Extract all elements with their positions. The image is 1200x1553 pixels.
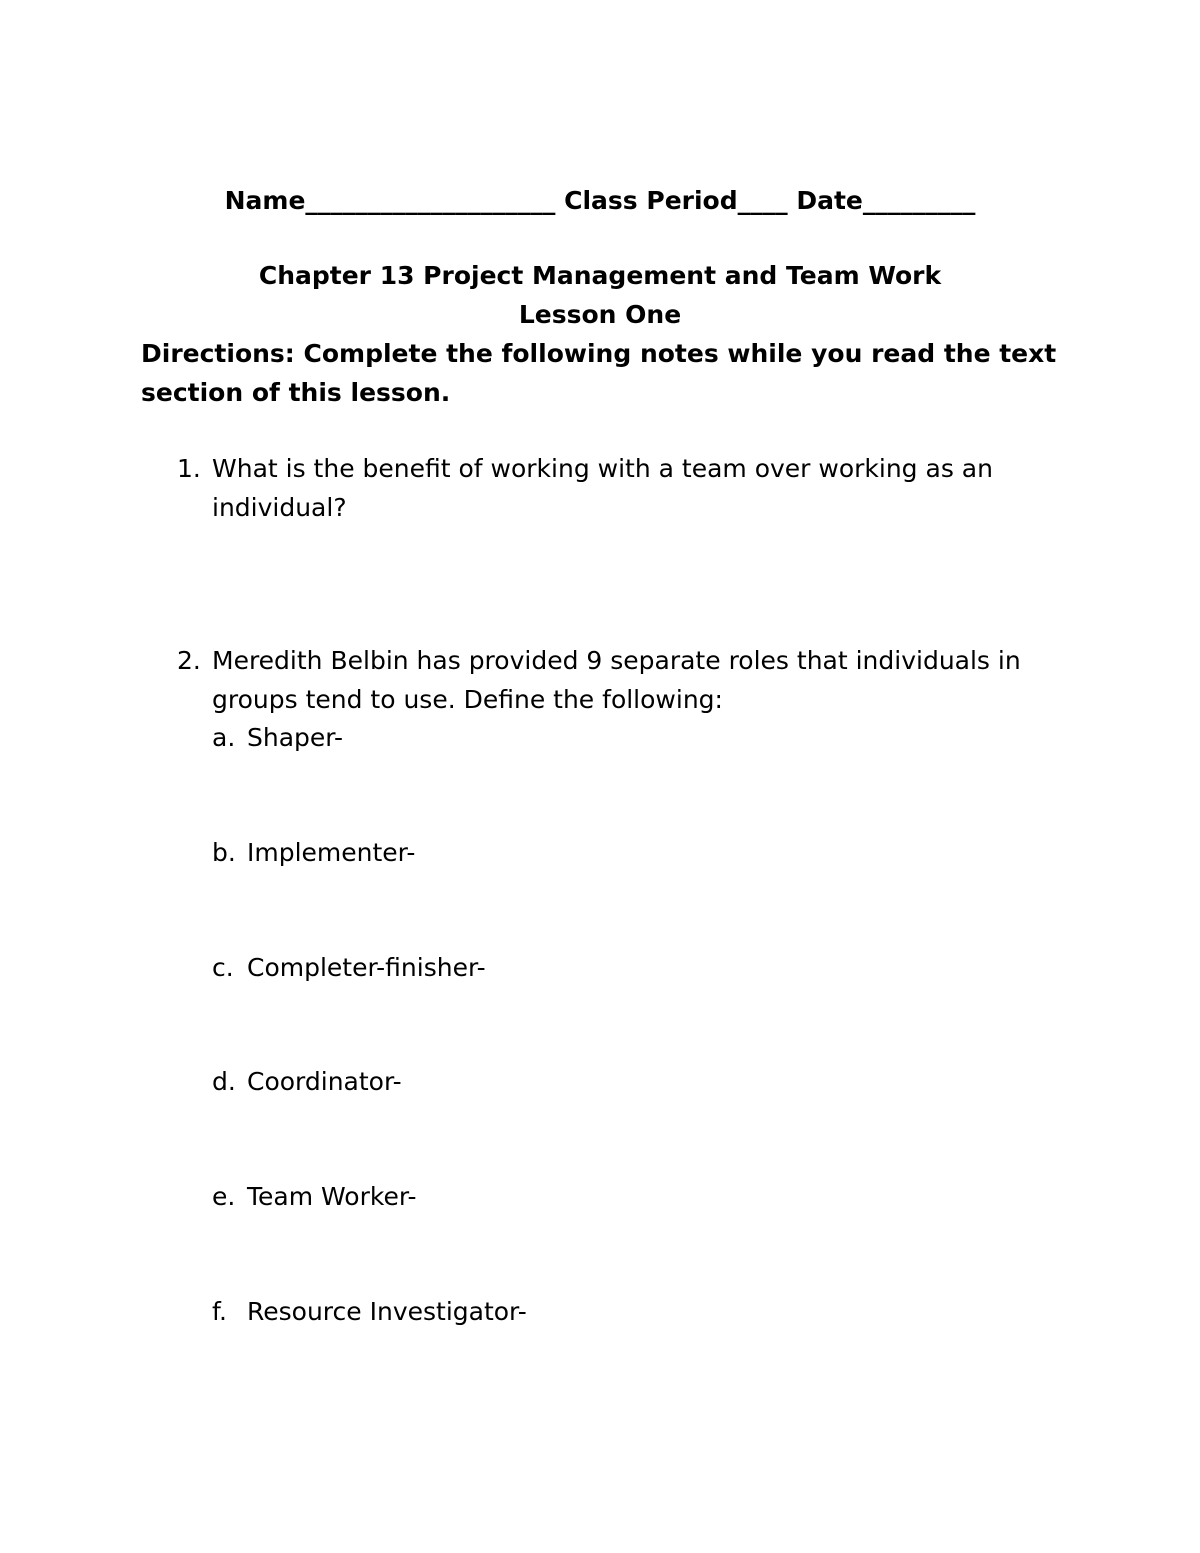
role-b-letter: b. [212,838,236,867]
directions-line-2: section of this lesson. [141,378,451,407]
chapter-title: Chapter 13 Project Management and Team Work [258,261,942,290]
role-c-label: Completer-finisher- [247,953,486,982]
role-c-letter: c. [212,953,234,982]
role-a-letter: a. [212,723,236,752]
role-f-label: Resource Investigator- [247,1297,527,1326]
role-a-label: Shaper- [247,723,343,752]
question-1-number: 1. [177,454,201,483]
question-2-line-2: groups tend to use. Define the following: [212,685,723,714]
directions-line-1: Directions: Complete the following notes while you read the text [141,339,1057,368]
role-f-letter: f. [212,1297,227,1326]
role-d-letter: d. [212,1067,236,1096]
role-b-label: Implementer- [247,838,416,867]
role-e-label: Team Worker- [247,1182,417,1211]
role-d-label: Coordinator- [247,1067,402,1096]
name-class-date-line: Name____________________ Class Period____ Date_________ [224,186,976,215]
question-2-line-1: Meredith Belbin has provided 9 separate roles that individuals in [212,646,1021,675]
role-e-letter: e. [212,1182,236,1211]
question-1-line-2: individual? [212,493,347,522]
question-2-number: 2. [177,646,201,675]
question-1-line-1: What is the benefit of working with a team over working as an [212,454,993,483]
lesson-title: Lesson One [518,300,682,329]
